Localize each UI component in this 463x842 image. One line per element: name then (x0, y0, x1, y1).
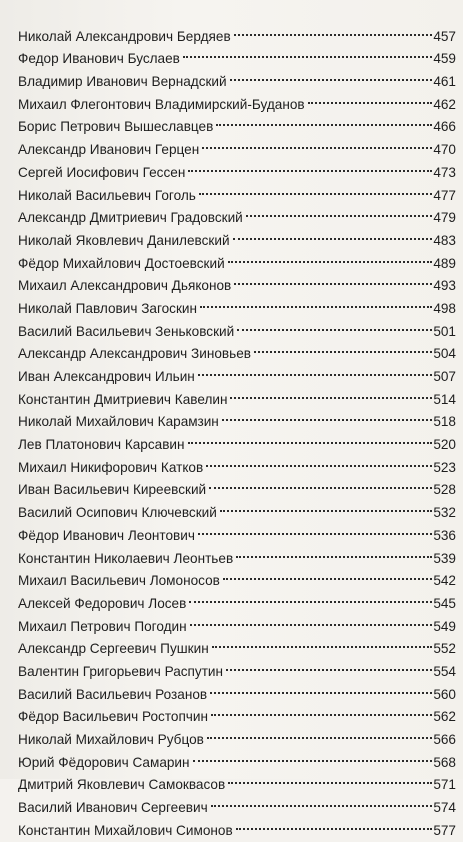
dot-leader (209, 789, 433, 812)
dot-leader (224, 653, 432, 676)
dot-leader (204, 449, 432, 472)
toc-entry-name: Михаил Флегонтович Владимирский-Буданов (18, 96, 305, 112)
toc-entry-page-number: 562 (433, 709, 456, 725)
toc-entry-name: Алексей Федорович Лосев (18, 595, 187, 611)
toc-entry-page-number: 470 (433, 142, 456, 158)
toc-entry-name: Владимир Иванович Вернадский (18, 74, 227, 90)
dot-leader (207, 472, 432, 495)
dot-leader (208, 676, 432, 699)
toc-entry-name: Юрий Фёдорович Самарин (18, 754, 190, 770)
dot-leader (205, 721, 432, 744)
dot-leader (306, 86, 433, 109)
toc-entry-page-number: 466 (433, 119, 456, 135)
dot-leader (228, 63, 433, 86)
dot-leader (196, 358, 432, 381)
toc-entry-page-number: 473 (433, 164, 456, 180)
dot-leader (197, 177, 432, 200)
toc-entry-page-number: 461 (433, 74, 456, 90)
toc-entry-page-number: 566 (433, 732, 456, 747)
toc-entry-page-number: 501 (433, 323, 456, 339)
toc-entry-name: Николай Михайлович Рубцов (18, 732, 204, 747)
toc-entry-name: Николай Павлович Загоскин (18, 300, 198, 316)
dot-leader (209, 699, 432, 722)
toc-entry-name: Александр Дмитриевич Градовский (18, 210, 243, 226)
dot-leader (186, 154, 432, 177)
toc-entry-name: Николай Васильевич Гоголь (18, 187, 196, 203)
toc-entry-name: Николай Михайлович Карамзин (18, 414, 219, 430)
toc-entry-page-number: 518 (433, 414, 456, 430)
toc-entry-page-number: 568 (433, 754, 456, 770)
toc-entry-name: Фёдор Васильевич Ростопчин (18, 709, 208, 725)
toc-entry-name: Михаил Васильевич Ломоносов (18, 573, 220, 589)
toc-entry-name: Иван Александрович Ильин (18, 369, 195, 384)
toc-entry-name: Александр Сергеевич Пушкин (18, 641, 209, 657)
toc-entry-name: Александр Иванович Герцен (18, 142, 200, 158)
dot-leader (187, 585, 432, 608)
toc-entry-name: Василий Васильевич Зеньковский (18, 323, 235, 339)
toc-entry-page-number: 536 (433, 527, 456, 543)
dot-leader (234, 812, 433, 835)
toc-entry-page-number: 493 (433, 278, 456, 294)
dot-leader (181, 41, 432, 64)
table-of-contents (18, 18, 456, 838)
dot-leader (228, 381, 432, 404)
toc-entry (18, 18, 456, 44)
dot-leader (232, 268, 432, 291)
toc-entry-name: Александр Александрович Зиновьев (18, 346, 251, 362)
toc-entry-page-number: 571 (433, 777, 456, 793)
toc-entry-page-number: 462 (433, 96, 456, 112)
toc-entry-name: Михаил Александрович Дьяконов (18, 278, 232, 294)
dot-leader (234, 540, 432, 563)
toc-entry-page-number: 507 (433, 369, 456, 384)
toc-entry-page-number: 523 (433, 459, 456, 475)
toc-entry-name: Федор Иванович Буслаев (18, 51, 180, 67)
dot-leader (214, 109, 432, 132)
toc-entry-page-number: 554 (433, 663, 456, 679)
toc-entry-page-number: 577 (433, 822, 456, 838)
toc-entry-page-number: 539 (433, 550, 456, 566)
dot-leader (235, 313, 432, 336)
toc-entry-page-number: 498 (433, 300, 456, 316)
toc-entry-page-number: 457 (433, 28, 456, 44)
dot-leader (186, 426, 433, 449)
toc-entry-page-number: 489 (433, 255, 456, 271)
toc-entry-name: Фёдор Михайлович Достоевский (18, 255, 225, 271)
toc-entry-page-number: 528 (433, 482, 456, 498)
dot-leader (191, 744, 433, 767)
dot-leader (226, 245, 433, 268)
toc-entry-name: Дмитрий Яковлевич Самоквасов (18, 777, 226, 793)
toc-entry-name: Константин Николаевич Леонтьев (18, 550, 234, 566)
toc-entry-name: Михаил Никифорович Катков (18, 459, 204, 475)
toc-entry-name: Константин Михайлович Симонов (18, 822, 233, 838)
toc-entry-page-number: 479 (433, 210, 456, 226)
toc-entry-name: Василий Осипович Ключевский (18, 505, 217, 521)
toc-entry-name: Николай Яковлевич Данилевский (18, 232, 230, 248)
toc-entry-name: Василий Васильевич Розанов (18, 686, 208, 702)
dot-leader (244, 200, 433, 223)
dot-leader (188, 608, 433, 631)
dot-leader (221, 563, 432, 586)
toc-entry-page-number: 520 (433, 437, 456, 453)
dot-leader (220, 404, 433, 427)
toc-entry-name: Иван Васильевич Киреевский (18, 482, 207, 498)
dot-leader (231, 222, 433, 245)
dot-leader (252, 336, 432, 359)
toc-entry-name: Михаил Петрович Погодин (18, 618, 187, 634)
toc-entry-page-number: 504 (433, 346, 456, 362)
toc-entry-page-number: 560 (433, 686, 456, 702)
toc-entry-page-number: 459 (433, 51, 456, 67)
toc-entry-name: Валентин Григорьевич Распутин (18, 663, 224, 679)
toc-entry-name: Василий Иванович Сергеевич (18, 800, 208, 816)
toc-entry-name: Константин Дмитриевич Кавелин (18, 391, 228, 407)
dot-leader (226, 767, 432, 790)
dot-leader (198, 290, 432, 313)
toc-entry-name: Николай Александрович Бердяев (18, 28, 231, 44)
toc-entry-name: Фёдор Иванович Леонтович (18, 527, 195, 543)
toc-entry-name: Борис Петрович Вышеславцев (18, 119, 214, 135)
dot-leader (232, 18, 433, 41)
toc-entry-page-number: 483 (433, 232, 456, 248)
toc-entry-page-number: 574 (433, 800, 456, 816)
toc-entry-page-number: 549 (433, 618, 456, 634)
dot-leader (210, 631, 433, 654)
toc-entry-page-number: 514 (433, 391, 456, 407)
toc-entry-name: Сергей Иосифович Гессен (18, 164, 186, 180)
toc-entry-page-number: 552 (433, 641, 456, 657)
dot-leader (218, 494, 432, 517)
toc-entry-page-number: 545 (433, 595, 456, 611)
toc-entry-page-number: 542 (433, 573, 456, 589)
dot-leader (200, 131, 432, 154)
toc-entry-page-number: 532 (433, 505, 456, 521)
toc-entry-name: Лев Платонович Карсавин (18, 437, 185, 453)
toc-entry-page-number: 477 (433, 187, 456, 203)
dot-leader (196, 517, 432, 540)
